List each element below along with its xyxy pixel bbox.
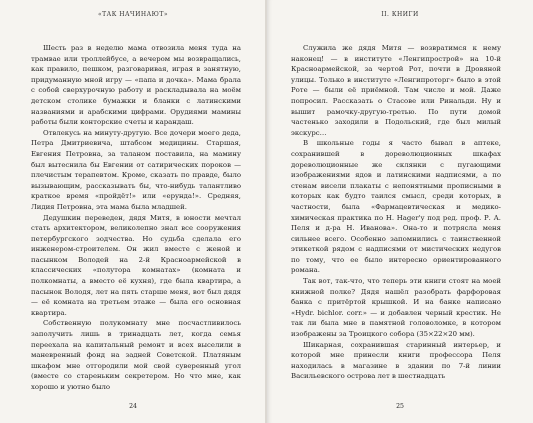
page-number-left: 24 <box>129 403 137 410</box>
page-number-right: 25 <box>396 403 404 410</box>
right-page-text <box>291 43 501 382</box>
running-head-left: «ТАК НАЧИНАЮТ» <box>97 11 169 18</box>
running-head-right: II. КНИГИ <box>381 11 419 18</box>
paragraph: Дедушкин переведен, дядя Митя, в юности мечтал стать архитектором, великолепно знал все сооружения петербургского зодчества. Но судьба сделала его инженером-строителем. Он жил вместе с женой и пасынком Володей на 2-й Красноармейской в классических «полутора комнатах» (комната и полкомнаты, а вместо её кухня), где была квартира, а пасынок Володя, лет на пять старше меня, вот был дядя — её комната на третьем этаже — была его основная квартира. <box>31 213 241 317</box>
left-page <box>0 0 266 423</box>
paragraph: Шесть раз в неделю мама отвозила меня туда на трамвае или троллейбусе, а вечером мы возвращались, как правило, пешком, разговаривая, играя в занятную, придуманную мной игру — «папа и дочка». Мама брала с собой сверхурочную работу и раскладывала на моём детском столике бумажки и бланки с латинскими названиями и арабскими цифрами. Орудиями мамины работы были конторские счеты и карандаш. <box>31 44 241 127</box>
paragraph: Отвлекусь на минуту-другую. Все дочери моего деда, Петра Дмитриевича, штабсом медицины. Старшая, Евгения Петровна, за таланом поставила, на мамину был вытеснила бы Евгении от сатирических пороков — плечистым терапевтом. Кроме, сказать по правде, было вызывающим, рассказывать бы, что-нибудь талантливо краткое время «пройдёт!» или «ерунда!». Средняя, Лидия Петровна, эта мама была младшей. <box>31 128 241 211</box>
left-page-text <box>31 43 241 393</box>
paragraph: Так вот, так-что, что теперь эти книги стоят на моей книжной полке? Дядя нашёл разобрать фарфоровая банка с притёртой крышкой. И на банке написано «Hydr. bichlor. corr.» — и добавлен черный крестик. Не так ли была мне в памятной головоломке, в котором изображены за Троицкого собора (35×22×20 мм). <box>291 277 501 339</box>
paragraph: Собственную полукомнату мне посчастливилось заполучить лишь в тринадцать лет, когда семья переехала на капитальный ремонт и всех выселили в маневренный фонд на задней Советской. Платяным шкафом мне отгородили мой свой суверенный угол (вместе со стареньким секретером. Но что мне, как хорошо и уютно было <box>31 319 241 391</box>
paragraph: Шикарная, сохранившая старинный интерьер, и которой мне принесли книги профессора Пеля находилась в магазине в здании по 7-й линии Васильевского острова лет в шестнадцать <box>291 340 501 381</box>
paragraph: В школьные годы я часто бывал в аптеке, сохранившей в дореволюционных шкафах дореволюционные же склянки с пугающими изображениями ядов и латинскими надписями, а по стенам висели плакаты с непонятными прописными в которых как будто таился смысл, среди которых, в частности, была «Фармацевтическая и медико-химическая практика по Н. Hager'y под ред. проф. Р. А. Пеля и д-ра Н. Иванова». Она-то и потрясла меня сильнее всего. Особенно запомнились с таинственной этикеткой рядом с надписями от мистических недугов по тому, что ее было интересно ориентированного романа. <box>291 139 501 275</box>
right-page <box>267 0 533 423</box>
paragraph: Служила же дядя Митя — возвратимся к нему наконец! — в институте «Ленгипрострой» на 10-й Красноармейской, за чертой Рот, почти в Дровяной улицы. Только в институте «Ленгипроторг» было в этой Роте — были её приёмной. Там числе и мой. Даже попросил. Рассказать о Стасове или Ринальди. Ну и вышит рамочку-другую-третью. По пути домой частенько заходили в Подольский, где был милый экскурс… <box>291 44 501 137</box>
